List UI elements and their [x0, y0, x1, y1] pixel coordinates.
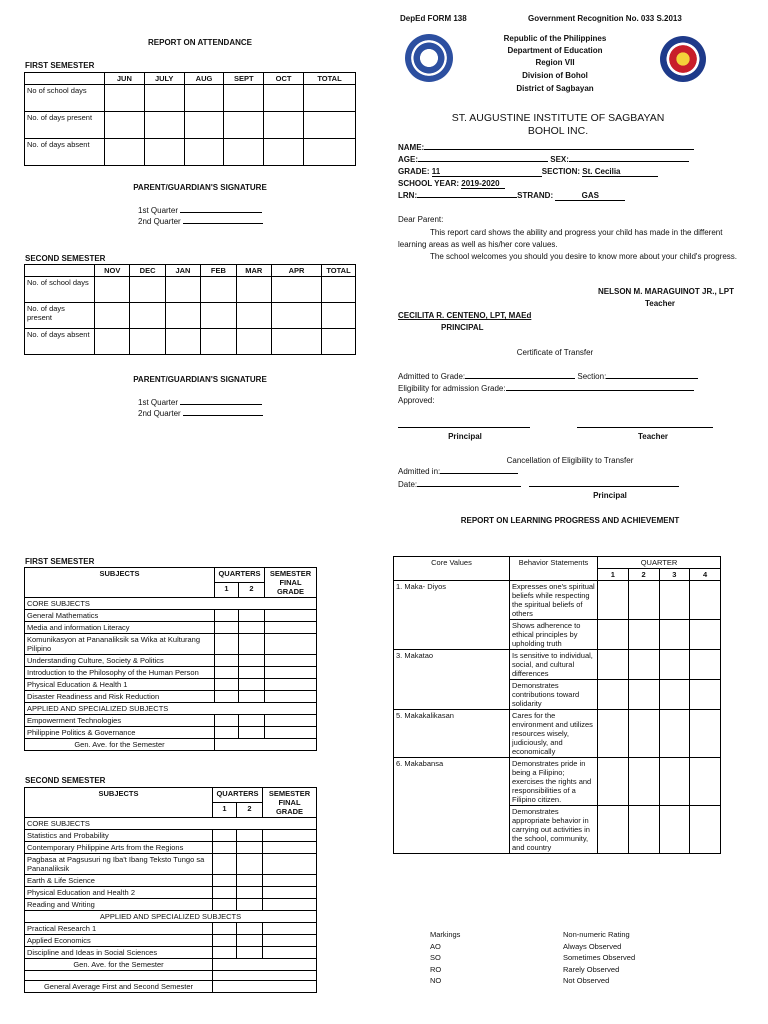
transfer-title: Certificate of Transfer: [516, 348, 594, 357]
core-value: 1. Maka- Diyos: [394, 581, 510, 650]
quarter-label: 2nd Quarter: [138, 217, 181, 226]
quarter-number: 2: [239, 583, 265, 598]
grades-table-first: [24, 567, 317, 751]
marking-desc: Rarely Observed: [563, 964, 620, 974]
behavior-statement: Demonstrates pride in being a Filipino; exercises the rights and responsibilities of a Filipino citizen.: [510, 758, 598, 806]
division: Division of Bohol: [522, 71, 588, 80]
month: DEC: [130, 265, 165, 277]
principal-title: PRINCIPAL: [441, 323, 484, 332]
attendance-title: REPORT ON ATTENDANCE: [148, 38, 252, 47]
month: MAR: [236, 265, 271, 277]
month: OCT: [264, 73, 304, 85]
first-sem-label: FIRST SEMESTER: [25, 61, 95, 70]
subject-name: Practical Research 1: [25, 923, 213, 935]
subject-name: Statistics and Probability: [25, 830, 213, 842]
month: JAN: [165, 265, 200, 277]
principal-name: CECILITA R. CENTENO, LPT, MAEd: [398, 311, 532, 320]
grades-second-sem-label: SECOND SEMESTER: [25, 776, 106, 785]
marking-desc: Always Observed: [563, 941, 622, 951]
marking-desc: Sometimes Observed: [563, 953, 636, 963]
row-label: No. of school days: [25, 277, 95, 303]
quarter-label: 1st Quarter: [138, 398, 179, 407]
month: TOTAL: [322, 265, 356, 277]
school-name-text: ST. AUGUSTINE INSTITUTE OF SAGBAYAN BOHOL INC.: [451, 112, 665, 137]
section-label: SECTION:: [541, 167, 581, 176]
school-year-row: [398, 179, 505, 189]
quarter-number: 2: [628, 569, 659, 581]
principal-sign-line: [398, 427, 530, 428]
subject-name: Earth & Life Science: [25, 875, 213, 887]
quarter-label: 2nd Quarter: [138, 409, 181, 418]
gen-ave-label: Gen. Ave. for the Semester: [25, 739, 215, 751]
month: JUN: [105, 73, 145, 85]
recognition-number: Government Recognition No. 033 S.2013: [528, 14, 682, 23]
behavior-header: Behavior Statements: [510, 557, 598, 581]
markings-legend: [430, 929, 670, 987]
letter-paragraph-2: The school welcomes you should you desire to know more about your child's progress.: [430, 252, 738, 261]
final-grade-header: SEMESTER FINAL GRADE: [263, 788, 317, 818]
applied-subjects-heading: APPLIED AND SPECIALIZED SUBJECTS: [25, 911, 317, 923]
progress-title: REPORT ON LEARNING PROGRESS AND ACHIEVEMENT: [460, 516, 680, 525]
behavior-statement: Demonstrates appropriate behavior in carrying out activities in the school, community, and country: [510, 806, 598, 854]
quarter-number: 4: [690, 569, 721, 581]
subject-name: Applied Economics: [25, 935, 213, 947]
date-label: Date:: [398, 480, 418, 489]
attendance-table-second: [24, 264, 356, 355]
quarter-number: 2: [237, 803, 263, 818]
sy-value: 2019-2020: [461, 179, 505, 189]
subject-name: Philippine Politics & Governance: [25, 727, 215, 739]
subject-name: Pagbasa at Pagsusuri ng Iba't Ibang Teksto Tungo sa Pananaliksik: [25, 854, 213, 875]
marking-code: RO: [430, 964, 442, 974]
subject-name: Komunikasyon at Pananaliksik sa Wika at Kulturang Pilipino: [25, 634, 215, 655]
teacher-title: Teacher: [644, 299, 676, 308]
marking-code: NO: [430, 976, 442, 986]
row-label: No. of days present: [25, 112, 105, 139]
second-sem-label: SECOND SEMESTER: [25, 254, 106, 263]
rating-header: Non-numeric Rating: [563, 930, 630, 939]
grade-label: GRADE:: [398, 167, 430, 176]
quarter-number: 1: [598, 569, 629, 581]
admitted-row: [398, 372, 698, 381]
subject-name: Introduction to the Philosophy of the Human Person: [25, 667, 215, 679]
grade-value: 11: [432, 167, 542, 177]
subject-name: Contemporary Philippine Arts from the Regions: [25, 842, 213, 854]
subject-name: Discipline and Ideas in Social Sciences: [25, 947, 213, 959]
lrn-label: LRN:: [398, 191, 418, 200]
core-value: 3. Makatao: [394, 650, 510, 710]
gen-ave-label: Gen. Ave. for the Semester: [25, 959, 213, 971]
subject-name: Disaster Readiness and Risk Reduction: [25, 691, 215, 703]
quarter-label: 1st Quarter: [138, 206, 179, 215]
behavior-statement: Shows adherence to ethical principles by upholding truth: [510, 620, 598, 650]
row-label: No. of days absent: [25, 139, 105, 166]
quarter-1-sign: [138, 398, 262, 407]
teacher-name: NELSON M. MARAGUINOT JR., LPT: [598, 287, 734, 296]
school-name: [440, 112, 676, 137]
admitted-in-row: [398, 467, 518, 476]
principal-caption: Principal: [448, 432, 482, 441]
row-label: No of school days: [25, 85, 105, 112]
attendance-table-first: [24, 72, 356, 166]
age-label: AGE:: [398, 155, 418, 164]
deped-seal-icon: [405, 34, 453, 82]
admitted-in-label: Admitted in:: [398, 467, 441, 476]
section-value: St. Cecilia: [582, 167, 658, 177]
month: NOV: [95, 265, 130, 277]
applied-subjects-heading: APPLIED AND SPECIALIZED SUBJECTS: [25, 703, 317, 715]
final-grade-header: SEMESTER FINAL GRADE: [265, 568, 317, 598]
subject-name: Understanding Culture, Society & Politics: [25, 655, 215, 667]
parent-signature-title: PARENT/GUARDIAN'S SIGNATURE: [133, 375, 267, 384]
subject-name: Media and information Literacy: [25, 622, 215, 634]
core-value: 5. Makakalikasan: [394, 710, 510, 758]
behavior-statement: Demonstrates contributions toward solidarity: [510, 680, 598, 710]
parent-signature-title: PARENT/GUARDIAN'S SIGNATURE: [133, 183, 267, 192]
cancellation-title: Cancellation of Eligibility to Transfer: [506, 456, 634, 465]
subject-name: Reading and Writing: [25, 899, 213, 911]
subjects-header: SUBJECTS: [25, 788, 213, 818]
admitted-label: Admitted to Grade:: [398, 372, 466, 381]
name-label: NAME:: [398, 143, 425, 152]
quarter-number: 1: [213, 803, 237, 818]
lrn-strand-row: [398, 191, 625, 201]
age-sex-row: [398, 155, 689, 164]
month: JULY: [144, 73, 184, 85]
markings-header: Markings: [430, 930, 461, 939]
marking-desc: Not Observed: [563, 976, 610, 986]
grades-first-sem-label: FIRST SEMESTER: [25, 557, 95, 566]
strand-label: STRAND:: [517, 191, 554, 200]
behavior-statement: Expresses one's spiritual beliefs while respecting the spiritual beliefs of others: [510, 581, 598, 620]
quarter-2-sign: [138, 217, 263, 226]
marking-code: AO: [430, 941, 441, 951]
republic: Republic of the Philippines: [503, 34, 607, 43]
month: SEPT: [224, 73, 264, 85]
eligibility-label: Eligibility for admission Grade:: [398, 384, 506, 393]
row-label: No. of days present: [25, 303, 95, 329]
behavior-statement: Cares for the environment and utilizes resources wisely, judiciously, and economically: [510, 710, 598, 758]
core-subjects-heading: CORE SUBJECTS: [25, 598, 317, 610]
salutation: Dear Parent:: [398, 215, 444, 224]
quarter-number: 1: [215, 583, 239, 598]
core-values-table: [393, 556, 721, 854]
subject-name: General Mathematics: [25, 610, 215, 622]
month: FEB: [201, 265, 236, 277]
school-seal-icon: [660, 36, 706, 82]
row-label: No. of days absent: [25, 329, 95, 355]
eligibility-row: [398, 384, 694, 393]
name-row: [398, 143, 694, 152]
core-value: 6. Makabansa: [394, 758, 510, 854]
core-values-header: Core Values: [394, 557, 510, 581]
region: Region VII: [535, 58, 575, 67]
quarters-header: QUARTERS: [213, 788, 263, 803]
approved-label: Approved:: [398, 396, 435, 405]
quarters-header: QUARTERS: [215, 568, 265, 583]
principal-caption-2: Principal: [593, 491, 627, 500]
strand-value: GAS: [555, 191, 625, 201]
month: APR: [272, 265, 322, 277]
teacher-sign-line: [577, 427, 713, 428]
subject-name: Physical Education and Health 2: [25, 887, 213, 899]
teacher-caption: Teacher: [637, 432, 669, 441]
subjects-header: SUBJECTS: [25, 568, 215, 598]
form-number: DepEd FORM 138: [400, 14, 467, 23]
quarter-number: 3: [659, 569, 690, 581]
marking-code: SO: [430, 953, 441, 963]
month: TOTAL: [304, 73, 356, 85]
section-label: Section:: [577, 372, 607, 381]
quarter-1-sign: [138, 206, 262, 215]
core-subjects-heading: CORE SUBJECTS: [25, 818, 317, 830]
sy-label: SCHOOL YEAR:: [398, 179, 460, 188]
behavior-statement: Is sensitive to individual, social, and cultural differences: [510, 650, 598, 680]
quarter-2-sign: [138, 409, 263, 418]
month: AUG: [184, 73, 224, 85]
letter-paragraph-1: This report card shows the ability and progress your child has made in the different learning areas as well as his/her core values.: [398, 228, 723, 249]
sex-label: SEX:: [550, 155, 569, 164]
date-row: [398, 480, 679, 489]
quarter-header: QUARTER: [598, 557, 721, 569]
department: Department of Education: [507, 46, 603, 55]
grade-section-row: [398, 167, 658, 177]
subject-name: Physical Education & Health 1: [25, 679, 215, 691]
general-average-label: General Average First and Second Semester: [25, 981, 213, 993]
subject-name: Empowerment Technologies: [25, 715, 215, 727]
district: District of Sagbayan: [516, 84, 594, 93]
grades-table-second: [24, 787, 317, 993]
